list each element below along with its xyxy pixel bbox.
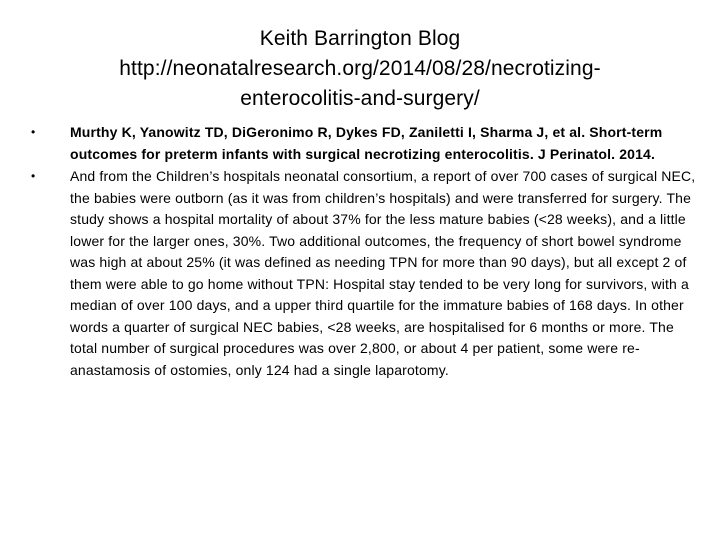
bullet-marker: • (31, 169, 36, 183)
slide-title (40, 24, 680, 114)
title-line-blog-name: Keith Barrington Blog (259, 27, 461, 50)
bullet-text-summary: And from the Children’s hospitals neonatal consortium, a report of over 700 cases of surgical NEC, the babies were outborn (as it was from children’s hospitals) and were transferred for surgery. The study shows a hospital mortality of about 37% for the less mature babies (<28 weeks), and a little lower for the larger ones, 30%. Two additional outcomes, the frequency of short bowel syndrome was high at about 25% (it was defined as needing TPN for more than 90 days), but all except 2 of them were able to go home without TPN: Hospital stay tended to be very long for survivors, with a median of over 100 days, and a upper third quartile for the immature babies of 168 days. In other words a quarter of surgical NEC babies, <28 weeks, are hospitalised for 6 months or more. The total number of surgical procedures was over 2,800, or about 4 per patient, some were re-anastamosis of ostomies, only 124 had a single laparotomy. (70, 168, 696, 378)
title-line-url: http://neonatalresearch.org/2014/08/28/necrotizing- (119, 57, 601, 80)
bullet-item-summary (26, 166, 696, 381)
bullet-item-citation (26, 122, 696, 165)
bullet-text-citation: Murthy K, Yanowitz TD, DiGeronimo R, Dykes FD, Zaniletti I, Sharma J, et al. Short-term outcomes for preterm infants with surgical necrotizing enterocolitis. J Perinatol. 2014. (70, 124, 663, 162)
bullet-marker: • (31, 125, 36, 139)
title-line-url-continued: enterocolitis-and-surgery/ (240, 87, 480, 110)
bullet-list (26, 122, 696, 382)
